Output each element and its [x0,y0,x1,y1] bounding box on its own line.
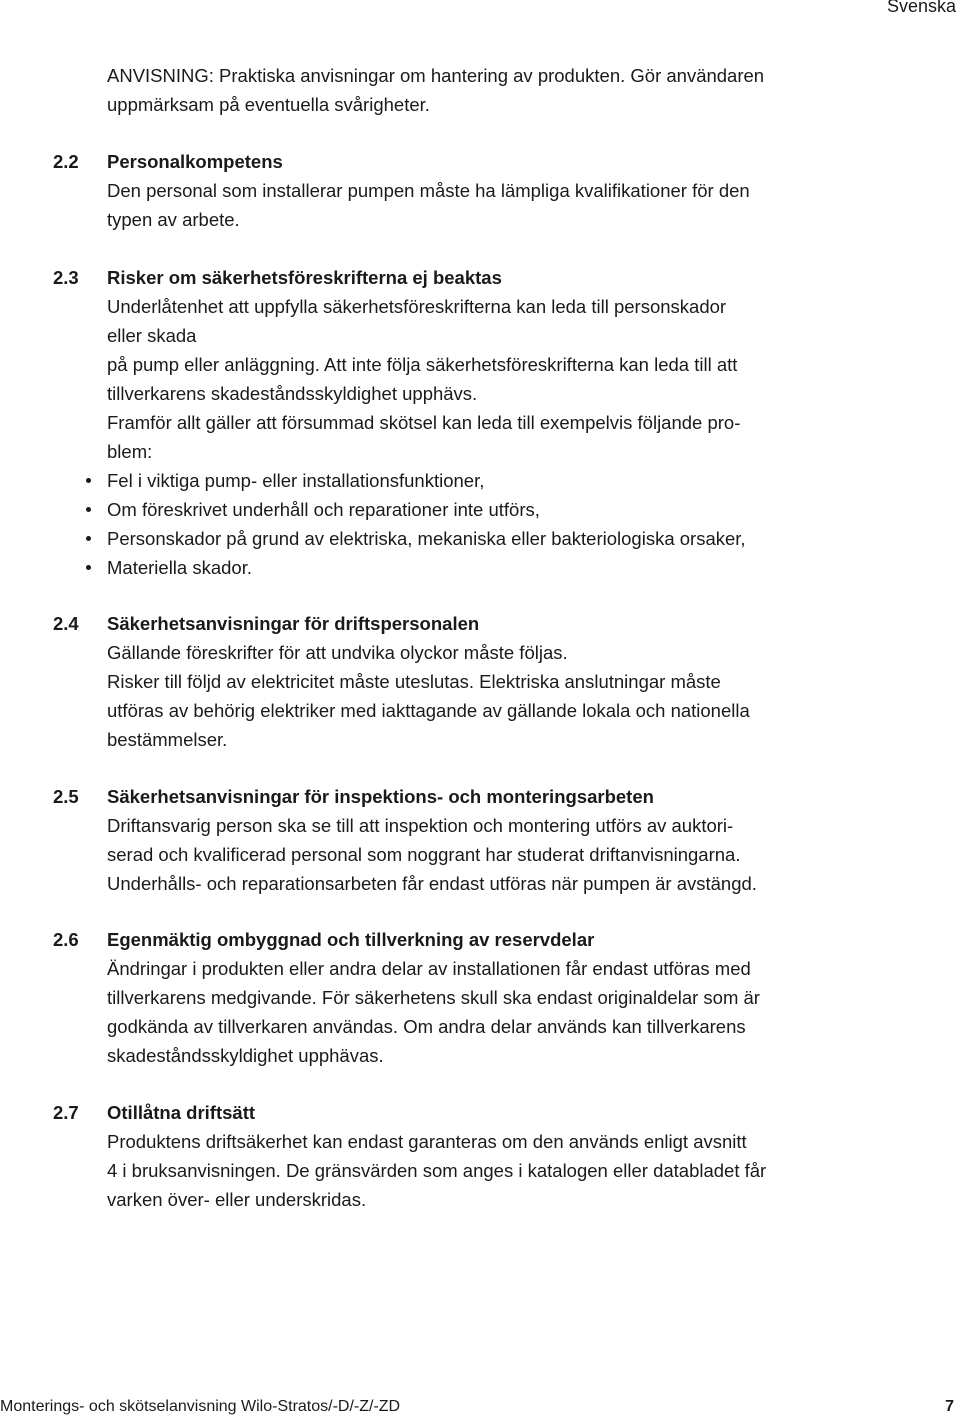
paragraph-line: tillverkarens skadeståndsskyldighet upphävs. [107,383,478,404]
language-label: Svenska [886,0,956,16]
section-2-4 [107,609,750,754]
paragraph-line: 4 i bruksanvisningen. De gränsvärden som anges i katalogen eller databladet får [107,1160,767,1181]
paragraph-line: Produktens driftsäkerhet kan endast garanteras om den används enligt avsnitt [107,1131,747,1152]
list-item [107,495,746,524]
list-item [107,466,746,495]
section-number: 2.7 [53,1102,79,1123]
paragraph-line: godkända av tillverkaren användas. Om andra delar används kan tillverkarens [107,1016,746,1037]
paragraph-line: Framför allt gäller att försummad skötsel kan leda till exempelvis följande pro- [107,412,741,433]
section-number: 2.6 [53,929,79,950]
section-heading: Egenmäktig ombyggnad och tillverkning av reservdelar [107,929,595,950]
paragraph-line: Underlåtenhet att uppfylla säkerhetsföreskrifterna kan leda till personskador [107,296,727,317]
list-item [107,524,746,553]
paragraph-line: skadeståndsskyldighet upphävas. [107,1045,384,1066]
paragraph-line: typen av arbete. [107,209,240,230]
section-2-2 [107,147,750,234]
paragraph-line: Driftansvarig person ska se till att inspektion och montering utförs av auktori- [107,815,734,836]
section-2-6 [107,925,760,1070]
section-2-7 [107,1098,766,1214]
bullet-icon [86,565,91,570]
intro-line: uppmärksam på eventuella svårigheter. [107,94,430,115]
paragraph-line: Ändringar i produkten eller andra delar av installationen får endast utföras med [107,958,751,979]
bullet-icon [86,507,91,512]
paragraph-line: utföras av behörig elektriker med iakttagande av gällande lokala och nationella [107,700,750,721]
section-heading: Personalkompetens [107,151,283,172]
bullet-icon [86,536,91,541]
section-number: 2.2 [53,151,79,172]
paragraph-line: på pump eller anläggning. Att inte följa säkerhetsföreskrifterna kan leda till att [107,354,738,375]
paragraph-line: eller skada [107,325,197,346]
list-item-text: Personskador på grund av elektriska, mekaniska eller bakteriologiska orsaker, [107,528,746,549]
paragraph-line: varken över- eller underskridas. [107,1189,367,1210]
footer-text: Monterings- och skötselanvisning Wilo-Stratos/-D/-Z/-ZD [0,1398,401,1415]
list-item [107,553,746,582]
paragraph-line: serad och kvalificerad personal som noggrant har studerat driftanvisningarna. [107,844,741,865]
section-number: 2.4 [53,613,79,634]
section-number: 2.5 [53,786,79,807]
intro-note [107,61,764,119]
section-number: 2.3 [53,267,79,288]
section-heading: Säkerhetsanvisningar för inspektions- och monteringsarbeten [107,786,654,807]
bullet-list [107,466,746,582]
paragraph-line: tillverkarens medgivande. För säkerhetens skull ska endast originaldelar som är [107,987,760,1008]
paragraph-line: blem: [107,441,153,462]
bullet-icon [86,478,91,483]
page-number: 7 [945,1398,954,1415]
section-2-5 [107,782,757,898]
section-heading: Risker om säkerhetsföreskrifterna ej beaktas [107,267,502,288]
section-heading: Otillåtna driftsätt [107,1102,256,1123]
paragraph-line: Den personal som installerar pumpen måste ha lämpliga kvalifikationer för den [107,180,750,201]
list-item-text: Materiella skador. [107,557,252,578]
section-heading: Säkerhetsanvisningar för driftspersonalen [107,613,480,634]
list-item-text: Fel i viktiga pump- eller installationsfunktioner, [107,470,485,491]
paragraph-line: Underhålls- och reparationsarbeten får endast utföras när pumpen är avstängd. [107,873,757,894]
paragraph-line: Risker till följd av elektricitet måste uteslutas. Elektriska anslutningar måste [107,671,721,692]
section-2-3 [107,263,746,582]
paragraph-line: bestämmelser. [107,729,228,750]
paragraph-line: Gällande föreskrifter för att undvika olyckor måste följas. [107,642,568,663]
intro-line: ANVISNING: Praktiska anvisningar om hantering av produkten. Gör användaren [107,65,765,86]
list-item-text: Om föreskrivet underhåll och reparationer inte utförs, [107,499,540,520]
